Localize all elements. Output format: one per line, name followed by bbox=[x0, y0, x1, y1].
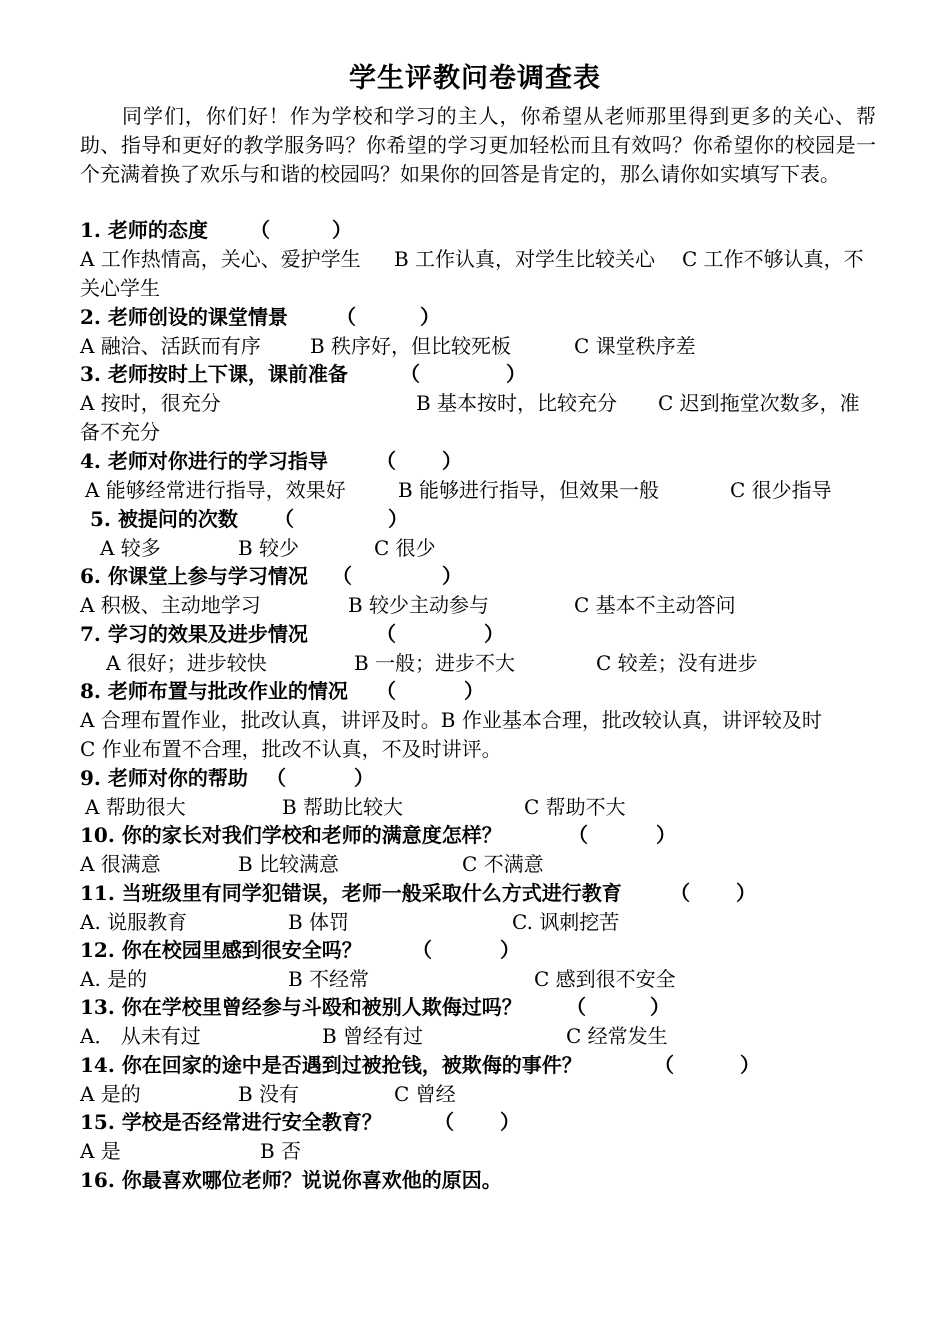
question-13 bbox=[80, 993, 876, 1021]
question-text: 11. 当班级里有同学犯错误，老师一般采取什么方式进行教育 bbox=[80, 881, 622, 905]
answer-paren-close: ） bbox=[484, 622, 504, 646]
option-b: B 较少 bbox=[238, 536, 300, 560]
question-text: 2. 老师创设的课堂情景 bbox=[80, 305, 288, 329]
option-c: C 不满意 bbox=[462, 852, 544, 876]
answer-paren-close: ） bbox=[464, 679, 484, 703]
question-text: 10. 你的家长对我们学校和老师的满意度怎样？ bbox=[80, 823, 502, 847]
question-text: 12. 你在校园里感到很安全吗？ bbox=[80, 938, 362, 962]
option-c: C 很少 bbox=[374, 536, 436, 560]
question-15-options bbox=[80, 1137, 876, 1165]
question-7-options bbox=[80, 649, 876, 677]
question-3 bbox=[80, 360, 876, 388]
option-c: C 迟到拖堂次数多，准 bbox=[658, 391, 860, 415]
answer-paren-open: （ bbox=[654, 1053, 674, 1077]
answer-paren-open: （ bbox=[376, 449, 396, 473]
answer-paren-close: ） bbox=[332, 218, 352, 242]
question-text: 15. 学校是否经常进行安全教育？ bbox=[80, 1110, 382, 1134]
question-text: 7. 学习的效果及进步情况 bbox=[80, 622, 308, 646]
option-b: B 比较满意 bbox=[238, 852, 340, 876]
question-4-options bbox=[80, 476, 876, 504]
question-text: 1. 老师的态度 bbox=[80, 218, 208, 242]
option-c: C 帮助不大 bbox=[524, 795, 626, 819]
question-3-options bbox=[80, 389, 876, 417]
option-c: C 工作不够认真，不 bbox=[682, 247, 864, 271]
option-c: C 很少指导 bbox=[730, 478, 832, 502]
question-9-options bbox=[80, 793, 876, 821]
question-16 bbox=[80, 1166, 876, 1194]
option-b: B 较少主动参与 bbox=[348, 593, 490, 617]
option-a: A 很好；进步较快 bbox=[106, 651, 267, 675]
question-text: 9. 老师对你的帮助 bbox=[80, 766, 248, 790]
question-5 bbox=[90, 505, 876, 533]
question-8-options bbox=[80, 706, 876, 734]
option-a: A 较多 bbox=[100, 536, 161, 560]
answer-paren-open: （ bbox=[376, 622, 396, 646]
question-3-options-cont: 备不充分 bbox=[80, 420, 160, 444]
question-1 bbox=[80, 216, 876, 244]
option-b: B 帮助比较大 bbox=[282, 795, 404, 819]
option-a: A 融洽、活跃而有序 bbox=[80, 334, 261, 358]
question-text: 14. 你在回家的途中是否遇到过被抢钱，被欺侮的事件？ bbox=[80, 1053, 582, 1077]
question-8-options-cont: C 作业布置不合理，批改不认真，不及时讲评。 bbox=[80, 737, 502, 761]
intro-paragraph: 同学们，你们好！作为学校和学习的主人，你希望从老师那里得到更多的关心、帮助、指导和更好的教学服务吗？你希望的学习更加轻松而且有效吗？你希望你的校园是一个充满着换了欢乐与和谐的校园吗？如果你的回答是肯定的，那么请你如实填写下表。 bbox=[80, 104, 876, 186]
question-4 bbox=[80, 447, 876, 475]
question-2 bbox=[80, 303, 876, 331]
question-2-options bbox=[80, 332, 876, 360]
question-12 bbox=[80, 936, 876, 964]
answer-paren-open: （ bbox=[400, 362, 420, 386]
question-text: 6. 你课堂上参与学习情况 bbox=[80, 564, 308, 588]
question-11 bbox=[80, 879, 876, 907]
option-b: B 能够进行指导，但效果一般 bbox=[398, 478, 660, 502]
question-text: 4. 老师对你进行的学习指导 bbox=[80, 449, 328, 473]
question-text: 8. 老师布置与批改作业的情况 bbox=[80, 679, 348, 703]
page-title: 学生评教问卷调查表 bbox=[349, 63, 601, 94]
answer-paren-open: （ bbox=[266, 766, 286, 790]
answer-paren-close: ） bbox=[740, 1053, 760, 1077]
option-a: A 按时，很充分 bbox=[80, 391, 221, 415]
answer-paren-close: ） bbox=[500, 938, 520, 962]
option-a: A 积极、主动地学习 bbox=[80, 593, 261, 617]
option-b: B 没有 bbox=[238, 1082, 300, 1106]
question-5-options bbox=[80, 534, 876, 562]
question-11-options bbox=[80, 908, 876, 936]
option-a: A 是 bbox=[80, 1139, 121, 1163]
answer-paren-close: ） bbox=[354, 766, 374, 790]
question-9 bbox=[80, 764, 876, 792]
option-c: C 曾经 bbox=[394, 1082, 456, 1106]
answer-paren-open: （ bbox=[670, 881, 690, 905]
answer-paren-close: ） bbox=[442, 449, 462, 473]
option-a: A. 是的 bbox=[80, 967, 148, 991]
answer-paren-close: ） bbox=[500, 1110, 520, 1134]
answer-paren-open: （ bbox=[434, 1110, 454, 1134]
option-c: C. 讽刺挖苦 bbox=[512, 910, 620, 934]
question-15 bbox=[80, 1108, 876, 1136]
question-text: 3. 老师按时上下课，课前准备 bbox=[80, 362, 348, 386]
answer-paren-close: ） bbox=[736, 881, 756, 905]
option-b: B 基本按时，比较充分 bbox=[416, 391, 618, 415]
question-6-options bbox=[80, 591, 876, 619]
question-text: 16. 你最喜欢哪位老师？说说你喜欢他的原因。 bbox=[80, 1168, 502, 1192]
option-b: B 曾经有过 bbox=[322, 1024, 424, 1048]
option-a: A 很满意 bbox=[80, 852, 161, 876]
answer-paren-close: ） bbox=[506, 362, 526, 386]
answer-paren-close: ） bbox=[650, 995, 670, 1019]
question-text: 13. 你在学校里曾经参与斗殴和被别人欺侮过吗？ bbox=[80, 995, 522, 1019]
option-a: A 工作热情高，关心、爱护学生 bbox=[80, 247, 361, 271]
option-c: C 较差；没有进步 bbox=[596, 651, 758, 675]
answer-paren-close: ） bbox=[388, 507, 408, 531]
question-10 bbox=[80, 821, 876, 849]
answer-paren-open: （ bbox=[336, 305, 356, 329]
question-14-options bbox=[80, 1080, 876, 1108]
question-12-options bbox=[80, 965, 876, 993]
question-13-options bbox=[80, 1022, 876, 1050]
answer-paren-open: （ bbox=[332, 564, 352, 588]
answer-paren-close: ） bbox=[656, 823, 676, 847]
question-10-options bbox=[80, 850, 876, 878]
question-6 bbox=[80, 562, 876, 590]
question-1-options-cont: 关心学生 bbox=[80, 276, 160, 300]
question-text: 5. 被提问的次数 bbox=[90, 507, 238, 531]
option-a: A 是的 bbox=[80, 1082, 141, 1106]
option-b: B 否 bbox=[260, 1139, 302, 1163]
option-c: C 经常发生 bbox=[566, 1024, 668, 1048]
answer-paren-close: ） bbox=[420, 305, 440, 329]
option-a-b: A 合理布置作业，批改认真，讲评及时。B 作业基本合理，批改较认真，讲评较及时 bbox=[80, 708, 822, 732]
option-b: B 秩序好，但比较死板 bbox=[310, 334, 512, 358]
answer-paren-open: （ bbox=[412, 938, 432, 962]
option-c: C 课堂秩序差 bbox=[574, 334, 696, 358]
answer-paren-open: （ bbox=[568, 823, 588, 847]
option-b: B 一般；进步不大 bbox=[354, 651, 516, 675]
option-a: A. 说服教育 bbox=[80, 910, 188, 934]
answer-paren-open: （ bbox=[376, 679, 396, 703]
option-c: C 感到很不安全 bbox=[534, 967, 676, 991]
option-b: B 工作认真，对学生比较关心 bbox=[394, 247, 656, 271]
option-c: C 基本不主动答问 bbox=[574, 593, 736, 617]
question-1-options bbox=[80, 245, 876, 273]
question-8 bbox=[80, 677, 876, 705]
answer-paren-close: ） bbox=[442, 564, 462, 588]
answer-paren-open: （ bbox=[566, 995, 586, 1019]
answer-paren-open: （ bbox=[274, 507, 294, 531]
answer-paren-open: （ bbox=[250, 218, 270, 242]
option-b: B 体罚 bbox=[288, 910, 350, 934]
option-b: B 不经常 bbox=[288, 967, 370, 991]
option-a: A 能够经常进行指导，效果好 bbox=[85, 478, 346, 502]
option-a: A． 从未有过 bbox=[80, 1024, 201, 1048]
option-a: A 帮助很大 bbox=[85, 795, 186, 819]
question-14 bbox=[80, 1051, 876, 1079]
question-7 bbox=[80, 620, 876, 648]
